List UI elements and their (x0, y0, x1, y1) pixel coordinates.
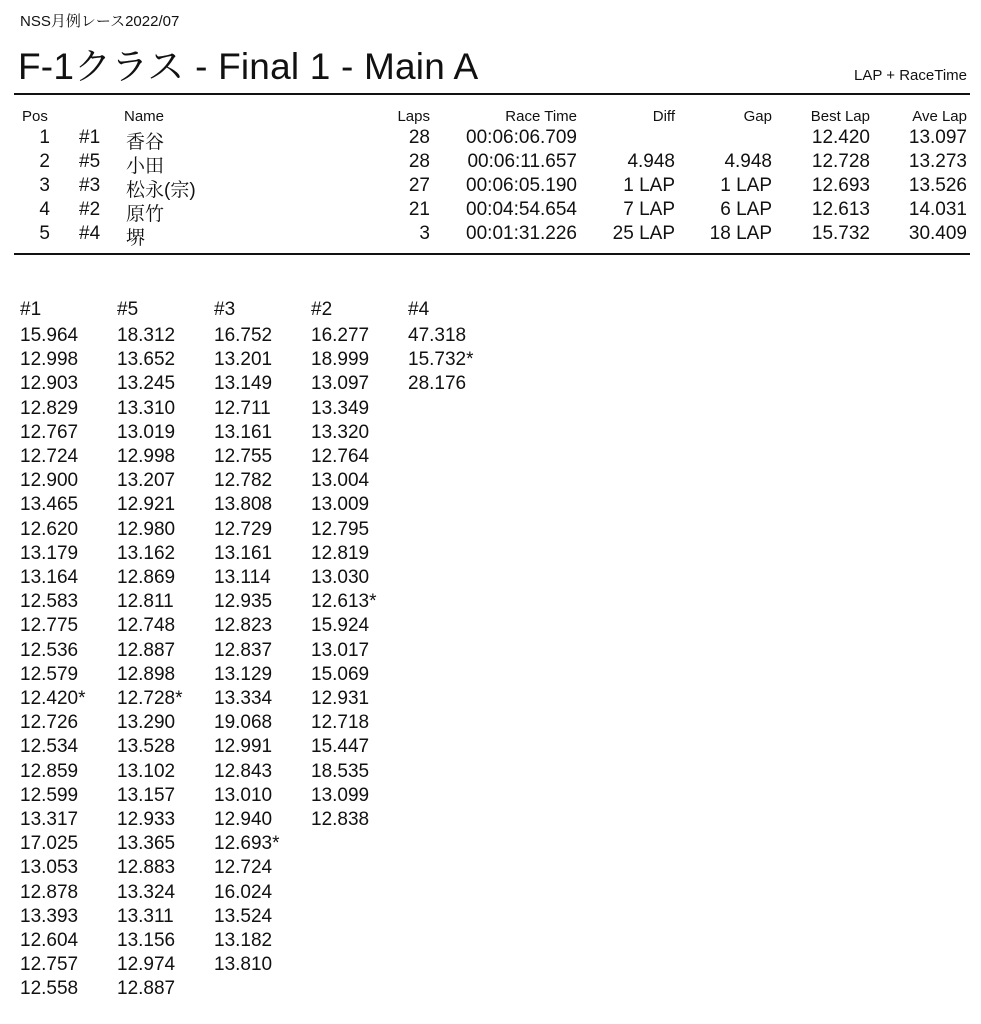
lap-time-cell: 13.161 (214, 543, 273, 564)
lap-time-cell: 13.157 (117, 785, 176, 806)
gap-cell: 6 LAP (720, 199, 772, 220)
lap-time-cell: 13.201 (214, 349, 273, 370)
lap-time-cell: 12.900 (20, 470, 79, 491)
header-gap: Gap (743, 108, 772, 125)
lap-time-cell: 16.277 (311, 325, 370, 346)
lap-time-cell: 12.748 (117, 615, 176, 636)
lap-column-header: #2 (311, 299, 333, 320)
lap-time-cell: 12.613* (311, 591, 377, 612)
lap-time-cell: 13.334 (214, 688, 273, 709)
header-diff: Diff (652, 108, 675, 125)
rule-top (14, 93, 970, 95)
pos-cell: 1 (39, 127, 50, 148)
lap-time-cell: 12.558 (20, 978, 79, 999)
race-time-cell: 00:04:54.654 (466, 199, 577, 220)
lap-time-cell: 12.823 (214, 615, 273, 636)
lap-time-cell: 15.447 (311, 736, 370, 757)
race-time-cell: 00:06:06.709 (466, 127, 577, 148)
lap-time-cell: 17.025 (20, 833, 79, 854)
lap-time-cell: 12.883 (117, 857, 176, 878)
lap-column-header: #5 (117, 299, 139, 320)
lap-time-cell: 12.534 (20, 736, 79, 757)
best-lap-cell: 12.728 (811, 151, 870, 172)
lap-time-cell: 18.999 (311, 349, 370, 370)
driver-name-cell: 原竹 (126, 204, 165, 225)
pos-cell: 3 (39, 175, 50, 196)
lap-time-cell: 12.838 (311, 809, 370, 830)
lap-time-cell: 12.921 (117, 494, 176, 515)
lap-time-cell: 13.324 (117, 882, 176, 903)
lap-time-cell: 12.795 (311, 519, 370, 540)
lap-time-cell: 13.528 (117, 736, 176, 757)
driver-name-cell: 小田 (126, 156, 165, 177)
lap-time-cell: 13.320 (311, 422, 370, 443)
lap-time-cell: 12.878 (20, 882, 79, 903)
driver-name-cell: 堺 (126, 228, 146, 249)
header-ave-lap: Ave Lap (912, 108, 967, 125)
lap-time-cell: 12.583 (20, 591, 79, 612)
gap-cell: 4.948 (724, 151, 772, 172)
lap-time-cell: 13.009 (311, 494, 370, 515)
gap-cell: 18 LAP (709, 223, 772, 244)
header-laps: Laps (397, 108, 430, 125)
lap-time-cell: 12.782 (214, 470, 273, 491)
race-time-cell: 00:06:11.657 (467, 151, 577, 172)
lap-time-cell: 13.465 (20, 494, 79, 515)
lap-time-cell: 12.599 (20, 785, 79, 806)
lap-time-cell: 12.819 (311, 543, 370, 564)
lap-time-cell: 13.349 (311, 398, 370, 419)
diff-cell: 4.948 (627, 151, 675, 172)
lap-time-cell: 12.998 (20, 349, 79, 370)
report-mode: LAP + RaceTime (854, 67, 967, 84)
diff-cell: 25 LAP (612, 223, 675, 244)
lap-time-cell: 13.365 (117, 833, 176, 854)
driver-name-cell: 香谷 (126, 132, 165, 153)
lap-time-cell: 13.010 (214, 785, 273, 806)
lap-time-cell: 12.940 (214, 809, 273, 830)
lap-time-cell: 16.024 (214, 882, 273, 903)
lap-time-cell: 12.811 (117, 591, 174, 612)
lap-time-cell: 13.161 (214, 422, 273, 443)
car-number-cell: #3 (79, 175, 101, 196)
lap-time-cell: 12.604 (20, 930, 79, 951)
car-number-cell: #1 (79, 127, 101, 148)
lap-time-cell: 12.887 (117, 640, 176, 661)
page-subtitle: NSS月例レース2022/07 (20, 13, 180, 30)
lap-time-cell: 12.933 (117, 809, 176, 830)
gap-cell: 1 LAP (720, 175, 772, 196)
lap-time-cell: 12.974 (117, 954, 176, 975)
lap-time-cell: 12.711 (214, 398, 271, 419)
best-lap-cell: 15.732 (811, 223, 870, 244)
lap-time-cell: 13.810 (214, 954, 273, 975)
lap-time-cell: 13.017 (311, 640, 370, 661)
lap-column-header: #4 (408, 299, 430, 320)
lap-time-cell: 12.837 (214, 640, 273, 661)
lap-time-cell: 12.728* (117, 688, 183, 709)
lap-time-cell: 13.099 (311, 785, 370, 806)
lap-time-cell: 47.318 (408, 325, 467, 346)
header-name: Name (124, 108, 165, 125)
lap-time-cell: 13.102 (117, 761, 176, 782)
lap-time-cell: 13.149 (214, 373, 273, 394)
lap-time-cell: 12.767 (20, 422, 79, 443)
lap-time-cell: 13.030 (311, 567, 370, 588)
lap-time-cell: 13.004 (311, 470, 370, 491)
page-title: F-1クラス - Final 1 - Main A (18, 46, 479, 87)
laps-cell: 21 (408, 199, 430, 220)
pos-cell: 4 (39, 199, 50, 220)
lap-time-cell: 13.808 (214, 494, 273, 515)
lap-time-cell: 12.998 (117, 446, 176, 467)
car-number-cell: #5 (79, 151, 101, 172)
ave-lap-cell: 13.097 (908, 127, 967, 148)
lap-time-cell: 13.524 (214, 906, 273, 927)
pos-cell: 5 (39, 223, 50, 244)
lap-time-cell: 18.535 (311, 761, 370, 782)
lap-time-cell: 12.693* (214, 833, 280, 854)
lap-time-cell: 12.775 (20, 615, 79, 636)
rule-bottom (14, 253, 970, 255)
lap-time-cell: 18.312 (117, 325, 176, 346)
lap-column-header: #3 (214, 299, 236, 320)
lap-time-cell: 12.764 (311, 446, 370, 467)
lap-time-cell: 12.898 (117, 664, 176, 685)
lap-time-cell: 12.579 (20, 664, 79, 685)
lap-time-cell: 13.311 (117, 906, 174, 927)
lap-time-cell: 12.729 (214, 519, 273, 540)
diff-cell: 7 LAP (623, 199, 675, 220)
lap-time-cell: 13.393 (20, 906, 79, 927)
car-number-cell: #4 (79, 223, 101, 244)
lap-time-cell: 15.732* (408, 349, 474, 370)
lap-time-cell: 13.019 (117, 422, 176, 443)
race-time-cell: 00:01:31.226 (466, 223, 577, 244)
lap-time-cell: 12.757 (20, 954, 79, 975)
lap-time-cell: 13.310 (117, 398, 176, 419)
lap-time-cell: 15.964 (20, 325, 79, 346)
lap-time-cell: 12.724 (20, 446, 79, 467)
lap-time-cell: 12.869 (117, 567, 176, 588)
lap-time-cell: 12.420* (20, 688, 86, 709)
diff-cell: 1 LAP (623, 175, 675, 196)
lap-time-cell: 13.053 (20, 857, 79, 878)
lap-time-cell: 13.179 (20, 543, 79, 564)
ave-lap-cell: 14.031 (908, 199, 967, 220)
lap-time-cell: 12.843 (214, 761, 273, 782)
laps-cell: 27 (408, 175, 430, 196)
lap-time-cell: 13.162 (117, 543, 176, 564)
lap-time-cell: 12.536 (20, 640, 79, 661)
ave-lap-cell: 13.526 (908, 175, 967, 196)
lap-time-cell: 12.718 (311, 712, 370, 733)
lap-time-cell: 13.156 (117, 930, 176, 951)
laps-cell: 3 (419, 223, 430, 244)
lap-time-cell: 12.755 (214, 446, 273, 467)
best-lap-cell: 12.693 (811, 175, 870, 196)
lap-time-cell: 19.068 (214, 712, 273, 733)
lap-time-cell: 12.931 (311, 688, 370, 709)
best-lap-cell: 12.613 (811, 199, 870, 220)
lap-time-cell: 13.164 (20, 567, 79, 588)
lap-time-cell: 12.887 (117, 978, 176, 999)
lap-time-cell: 15.924 (311, 615, 370, 636)
header-pos: Pos (22, 108, 48, 125)
race-time-cell: 00:06:05.190 (466, 175, 577, 196)
pos-cell: 2 (39, 151, 50, 172)
lap-time-cell: 12.935 (214, 591, 273, 612)
lap-time-cell: 13.317 (20, 809, 79, 830)
lap-time-cell: 13.182 (214, 930, 273, 951)
lap-time-cell: 12.991 (214, 736, 273, 757)
lap-time-cell: 13.129 (214, 664, 273, 685)
car-number-cell: #2 (79, 199, 101, 220)
laps-cell: 28 (408, 127, 430, 148)
lap-time-cell: 12.903 (20, 373, 79, 394)
lap-time-cell: 12.859 (20, 761, 79, 782)
header-best-lap: Best Lap (810, 108, 870, 125)
lap-time-cell: 12.829 (20, 398, 79, 419)
lap-time-cell: 13.207 (117, 470, 176, 491)
best-lap-cell: 12.420 (811, 127, 870, 148)
ave-lap-cell: 30.409 (908, 223, 967, 244)
lap-time-cell: 13.245 (117, 373, 176, 394)
ave-lap-cell: 13.273 (908, 151, 967, 172)
header-race-time: Race Time (505, 108, 577, 125)
lap-time-cell: 13.290 (117, 712, 176, 733)
lap-time-cell: 13.114 (214, 567, 271, 588)
lap-column-header: #1 (20, 299, 42, 320)
lap-time-cell: 15.069 (311, 664, 370, 685)
lap-time-cell: 13.652 (117, 349, 176, 370)
lap-time-cell: 12.726 (20, 712, 79, 733)
driver-name-cell: 松永(宗) (126, 180, 196, 201)
lap-time-cell: 28.176 (408, 373, 467, 394)
lap-time-cell: 16.752 (214, 325, 273, 346)
lap-time-cell: 13.097 (311, 373, 370, 394)
laps-cell: 28 (408, 151, 430, 172)
lap-time-cell: 12.724 (214, 857, 273, 878)
lap-time-cell: 12.980 (117, 519, 176, 540)
lap-time-cell: 12.620 (20, 519, 79, 540)
